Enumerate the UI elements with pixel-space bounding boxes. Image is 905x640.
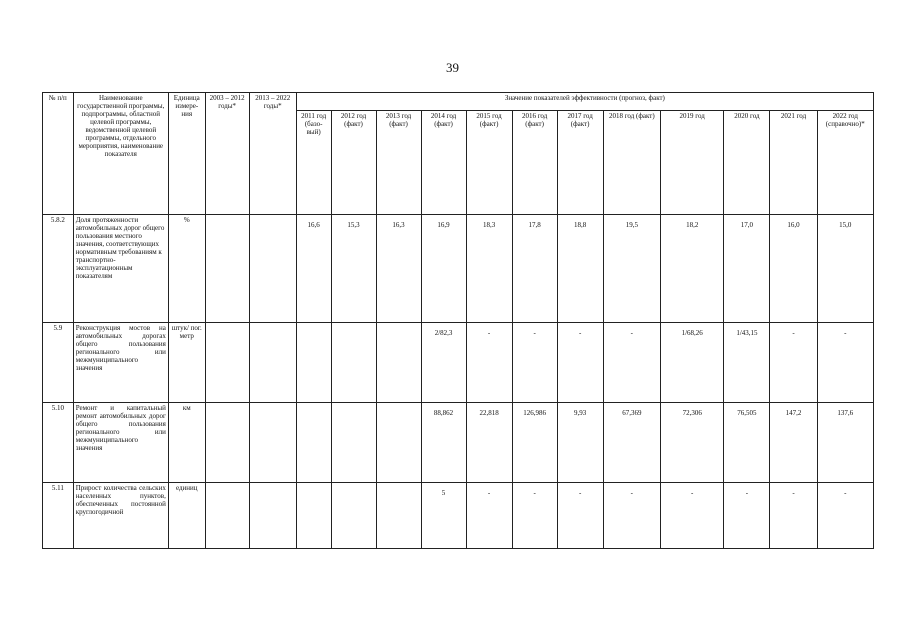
row-value: -: [512, 483, 557, 549]
row-value: -: [770, 323, 817, 403]
row-num: 5.8.2: [43, 215, 74, 323]
header-year: 2013 год (факт): [376, 111, 421, 215]
row-value: 15,3: [331, 215, 376, 323]
indicators-table: [42, 92, 874, 549]
header-unit: Единица измере-ния: [168, 93, 205, 215]
row-num: 5.9: [43, 323, 74, 403]
row-2013-2022: [249, 215, 296, 323]
row-num: 5.11: [43, 483, 74, 549]
table-row: [43, 323, 874, 403]
header-year: 2014 год (факт): [421, 111, 466, 215]
row-value: 5: [421, 483, 466, 549]
row-value: -: [466, 483, 512, 549]
row-value: 1/43,15: [724, 323, 770, 403]
row-value: [296, 483, 331, 549]
row-value: 19,5: [603, 215, 660, 323]
row-value: [376, 483, 421, 549]
header-num: № п/п: [43, 93, 74, 215]
row-2013-2022: [249, 323, 296, 403]
row-unit: штук/ пог. метр: [168, 323, 205, 403]
header-year: 2021 год: [770, 111, 817, 215]
row-value: -: [603, 483, 660, 549]
row-value: -: [603, 323, 660, 403]
row-2013-2022: [249, 483, 296, 549]
row-value: 16,9: [421, 215, 466, 323]
table-row: [43, 483, 874, 549]
row-value: [331, 403, 376, 483]
row-name: Реконструкция мостов на автомобильных дорогах общего пользования регионального или межмуниципального значения: [73, 323, 168, 403]
row-value: 147,2: [770, 403, 817, 483]
row-value: 18,8: [557, 215, 603, 323]
row-unit: %: [168, 215, 205, 323]
row-unit: км: [168, 403, 205, 483]
header-year: 2022 год (справочно)*: [817, 111, 873, 215]
row-2003-2012: [205, 215, 249, 323]
row-value: 137,6: [817, 403, 873, 483]
table-row: [43, 403, 874, 483]
row-num: 5.10: [43, 403, 74, 483]
header-year: 2011 год (базо-вый): [296, 111, 331, 215]
row-value: -: [724, 483, 770, 549]
row-value: 2/82,3: [421, 323, 466, 403]
row-value: 72,306: [660, 403, 723, 483]
row-2013-2022: [249, 403, 296, 483]
row-value: 16,0: [770, 215, 817, 323]
row-value: 1/68,26: [660, 323, 723, 403]
row-value: 16,6: [296, 215, 331, 323]
header-year: 2018 год (факт): [603, 111, 660, 215]
row-value: 22,818: [466, 403, 512, 483]
row-value: 76,505: [724, 403, 770, 483]
row-value: 126,986: [512, 403, 557, 483]
header-row-top: [43, 93, 874, 111]
row-2003-2012: [205, 483, 249, 549]
row-2003-2012: [205, 403, 249, 483]
header-year: 2016 год (факт): [512, 111, 557, 215]
header-year: 2017 год (факт): [557, 111, 603, 215]
row-value: 67,369: [603, 403, 660, 483]
page-number: 39: [446, 60, 459, 75]
header-2013-2022: 2013 – 2022 годы*: [249, 93, 296, 215]
row-name: Доля протяженности автомобильных дорог общего пользования местного значения, соответствующих нормативным требованиям к транспортно-эксплуатационным показателям: [73, 215, 168, 323]
header-2003-2012: 2003 – 2012 годы*: [205, 93, 249, 215]
row-value: [331, 483, 376, 549]
row-value: -: [817, 323, 873, 403]
row-value: -: [770, 483, 817, 549]
row-value: -: [512, 323, 557, 403]
row-unit: единиц: [168, 483, 205, 549]
row-value: [331, 323, 376, 403]
header-year: 2019 год: [660, 111, 723, 215]
row-value: [296, 323, 331, 403]
row-value: 88,862: [421, 403, 466, 483]
row-value: -: [557, 323, 603, 403]
row-value: 18,3: [466, 215, 512, 323]
row-value: [376, 403, 421, 483]
header-year: 2012 год (факт): [331, 111, 376, 215]
row-value: [296, 403, 331, 483]
row-value: -: [817, 483, 873, 549]
row-value: -: [660, 483, 723, 549]
row-value: 9,93: [557, 403, 603, 483]
row-value: 17,8: [512, 215, 557, 323]
table-row: [43, 215, 874, 323]
row-value: 18,2: [660, 215, 723, 323]
row-value: 16,3: [376, 215, 421, 323]
row-2003-2012: [205, 323, 249, 403]
row-value: 15,0: [817, 215, 873, 323]
header-name: Наименование государственной программы, подпрограммы, областной целевой программы, ведомственной целевой программы, отдельного мероприятия, наименование показателя: [73, 93, 168, 215]
header-values-title: Значение показателей эффективности (прогноз, факт): [296, 93, 873, 111]
row-name: Ремонт и капитальный ремонт автомобильных дорог общего пользования регионального или межмуниципального значения: [73, 403, 168, 483]
row-value: 17,0: [724, 215, 770, 323]
header-year: 2020 год: [724, 111, 770, 215]
row-value: -: [557, 483, 603, 549]
row-value: -: [466, 323, 512, 403]
row-value: [376, 323, 421, 403]
row-name: Прирост количества сельских населенных пунктов, обеспеченных постоянной круглогодичной: [73, 483, 168, 549]
header-year: 2015 год (факт): [466, 111, 512, 215]
